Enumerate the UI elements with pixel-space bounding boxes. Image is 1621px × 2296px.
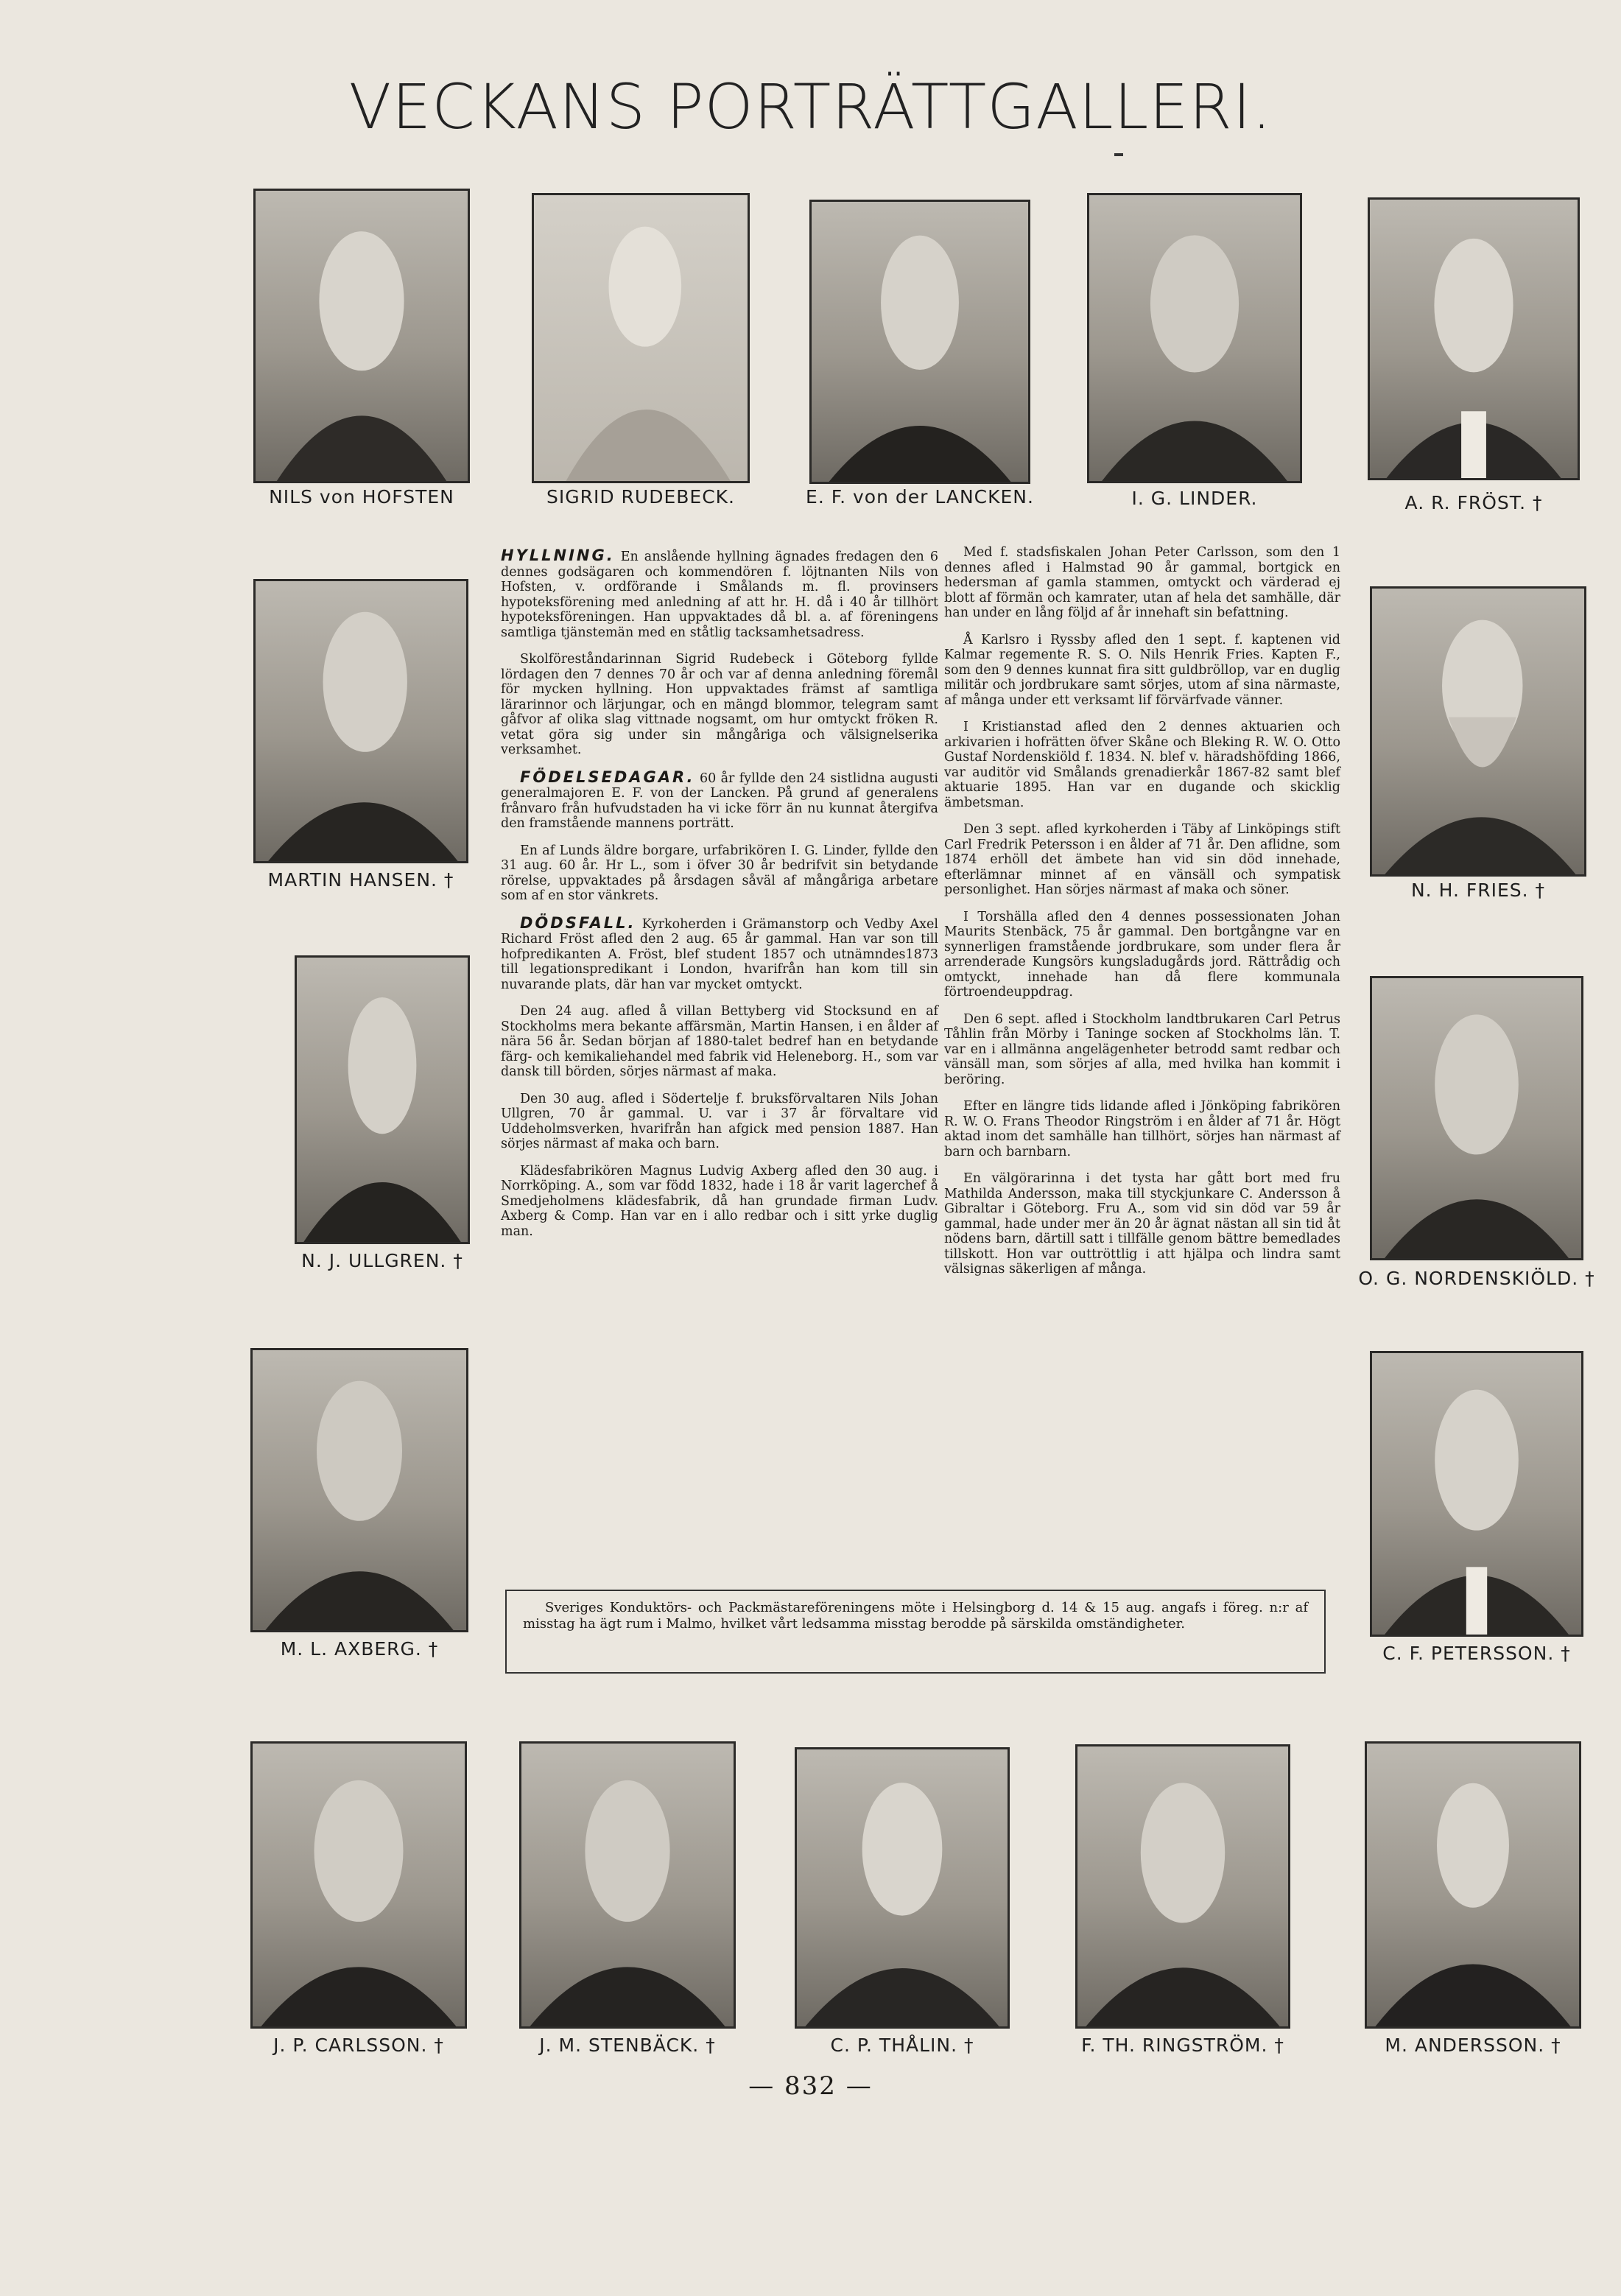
portrait-woman-icon (532, 193, 750, 483)
portrait-man-icon (1370, 976, 1583, 1260)
portrait-hofsten (253, 189, 470, 508)
portrait-hansen (253, 579, 468, 891)
portrait-rudebeck (532, 193, 750, 508)
portrait-caption: J. P. CARLSSON. † (273, 2035, 444, 2056)
portrait-caption: M. L. AXBERG. † (280, 1638, 439, 1660)
portrait-man-icon (253, 579, 468, 863)
portrait-man-icon (253, 189, 470, 483)
portrait-man-icon (795, 1747, 1010, 2029)
portrait-caption: J. M. STENBÄCK. † (539, 2035, 716, 2056)
portrait-axberg (250, 1348, 468, 1660)
section-heading: DÖDSFALL. (520, 913, 636, 932)
paragraph-text: Skolföreståndarinnan Sigrid Rudebeck i Göteborg fyllde lördagen den 7 dennes 70 år och var af denna anledning föremål för mycken hyllning. Hon uppvaktades främst af samtliga lärarinnor och lärjungar, och en mängd blommor, telegram samt gåfvor af olika slag vittnade nogsamt, om hur omtyckt fröken R. vetat göra sig under sin mångåriga och välsignelserika verksamhet. (501, 652, 938, 757)
portrait-man-icon (519, 1741, 736, 2029)
portrait-man-icon (809, 200, 1030, 484)
portrait-man-icon (250, 1348, 468, 1632)
paragraph-text: Den 6 sept. afled i Stockholm landtbrukaren Carl Petrus Tåhlin från Mörby i Taninge socken af Stockholms län. T. var en i allmänna angelägenheter betrodd samt redbar och vänsäll man, som sörjes af alla, med hvilka han kommit i beröring. (944, 1011, 1340, 1087)
portrait-caption: A. R. FRÖST. † (1404, 492, 1543, 513)
right-article-column (944, 545, 1340, 1289)
portrait-frost (1368, 197, 1580, 513)
section-heading: HYLLNING. (501, 547, 615, 564)
portrait-stenback (519, 1741, 736, 2056)
portrait-caption: O. G. NORDENSKIÖLD. † (1358, 1268, 1595, 1289)
portrait-caption: MARTIN HANSEN. † (267, 869, 454, 891)
paragraph-text: I Torshälla afled den 4 dennes possessionaten Johan Maurits Stenbäck, 75 år gammal. Den bortgångne var en synnerligen framstående jordbrukare, som under flera år arrenderade Kungsörs kungsladugårds jord. Rättrådig och omtyckt, innehade han då flere kommunala förtroendeuppdrag. (944, 909, 1340, 1000)
portrait-petersson (1370, 1351, 1583, 1664)
portrait-nordenskiold (1358, 976, 1595, 1289)
portrait-woman-icon (1365, 1741, 1581, 2029)
portrait-andersson (1365, 1741, 1581, 2056)
boxed-notice: Sveriges Konduktörs- och Packmästareföreningens möte i Helsingborg d. 14 & 15 aug. angafs i föreg. n:r af misstag ha ägt rum i Malmo, hvilket vårt ledsamma misstag berodde på särskilda omständigheter. (505, 1590, 1326, 1674)
paragraph-text: En af Lunds äldre borgare, urfabrikören I. G. Linder, fyllde den 31 aug. 60 år. Hr L., som i öfver 30 år bedrifvit sin betydande rörelse, uppvaktades på årsdagen såväl af mångåriga arbetare som af en stor vänkrets. (501, 843, 938, 903)
portrait-caption: F. TH. RINGSTRÖM. † (1081, 2035, 1284, 2056)
paragraph-text: Den 24 aug. afled å villan Bettyberg vid Stocksund en af Stockholms mera bekante affärsmän, Martin Hansen, i en ålder af nära 56 år. Sedan början af 1880-talet bedref han en betydande färg- och kemikaliehandel med fabrik vid Heleneborg. H., som var dansk till börden, sörjes närmast af maka. (501, 1004, 938, 1079)
portrait-caption: E. F. von der LANCKEN. (806, 486, 1034, 508)
portrait-caption: NILS von HOFSTEN (269, 486, 454, 508)
portrait-caption: C. P. THÅLIN. † (830, 2035, 974, 2056)
portrait-fries (1370, 586, 1586, 901)
portrait-ringstrom (1075, 1744, 1290, 2056)
paragraph-text: 60 år fyllde den 24 sistlidna augusti generalmajoren E. F. von der Lancken. På grund af generalens frånvaro från hufvudstaden ha vi icke förr än nu kunnat återgifva den framstående mannens porträtt. (501, 770, 938, 831)
portrait-ullgren (295, 955, 470, 1271)
portrait-man-icon (1087, 193, 1302, 483)
portrait-man-icon (1368, 197, 1580, 480)
hyllning-paragraph (501, 548, 938, 640)
portrait-caption: N. H. FRIES. † (1410, 880, 1546, 901)
page-number: — 832 — (748, 2071, 873, 2101)
paragraph-text: En välgörarinna i det tysta har gått bort med fru Mathilda Andersson, maka till styckjunkare C. Andersson å Gibraltar i Göteborg. Fru A., som vid sin död var 59 år gammal, hade under mer än 20 år ägnat nästan all sin tid åt nödens barn, därtill satt i tillfälle genom bättre bemedlades tillskott. Hon var outtröttlig i att hjälpa och lindra samt välsignas säkerligen af många. (944, 1171, 1340, 1277)
paragraph-text: Den 30 aug. afled i Södertelje f. bruksförvaltaren Nils Johan Ullgren, 70 år gammal. U. var i 37 år förvaltare vid Uddeholmsverken, hvarifrån han afgick med pension 1887. Han sörjes närmast af maka och barn. (501, 1091, 938, 1151)
paragraph-text: Den 3 sept. afled kyrkoherden i Täby af Linköpings stift Carl Fredrik Petersson i en ålder af 71 år. Den aflidne, som 1874 erhöll det ämbete han vid sin död innehade, efterlämnar minnet af en vänsäll och sympatisk personlighet. Han sörjes närmast af maka och söner. (944, 822, 1340, 897)
portrait-linder (1087, 193, 1302, 509)
paragraph-text: En anslående hyllning ägnades fredagen den 6 dennes godsägaren och kommendören f. löjtnanten Nils von Hofsten, v. ordförande i Smålands m. fl. provinsers hypoteksförening med anledning af att hr. H. då i 40 år tillhört hypoteksföreningen. Han uppvaktades då bl. a. af föreningens samtliga tjänstemän med en ståtlig tacksamhetsadress. (501, 550, 938, 640)
paragraph-text: Kyrkoherden i Grämanstorp och Vedby Axel Richard Fröst afled den 2 aug. 65 år gammal. Han var son till hofpredikanten A. Fröst, blef student 1857 och utnämndes1873 till legationspredikant i London, hvarifrån han kom till sin nuvarande plats, där han var mycket omtyckt. (501, 916, 938, 992)
portrait-caption: N. J. ULLGREN. † (301, 1250, 463, 1271)
portrait-man-icon (1370, 1351, 1583, 1637)
portrait-man-icon (1370, 586, 1586, 877)
dodsfall-paragraph (501, 913, 938, 993)
paragraph-text: Klädesfabrikören Magnus Ludvig Axberg afled den 30 aug. i Norrköping. A., som var född 1832, hade i 18 år varit lagerchef å Smedjeholmens klädesfabrik, då han grundade firman Ludv. Axberg & Comp. Han var en i allo redbar och i sitt yrke duglig man. (501, 1163, 938, 1239)
section-heading: FÖDELSEDAGAR. (520, 768, 695, 786)
portrait-man-icon (250, 1741, 467, 2029)
paragraph-text: I Kristianstad afled den 2 dennes aktuarien och arkivarien i hofrätten öfver Skåne och Bleking R. W. O. Otto Gustaf Nordenskiöld f. 1834. N. blef v. häradshöfding 1866, var auditör vid Smålands grenadierkår 1867-82 samt blef aktuarie 1895. Han var en dugande och skicklig ämbetsman. (944, 720, 1340, 810)
portrait-man-icon (295, 955, 470, 1244)
portrait-caption: I. G. LINDER. (1131, 488, 1258, 509)
portrait-thalin (795, 1747, 1010, 2056)
fodelsedagar-paragraph (501, 770, 938, 832)
portrait-man-icon (1075, 1744, 1290, 2029)
page-title: VECKANS PORTRÄTTGALLERI. (348, 71, 1273, 143)
paragraph-text: Med f. stadsfiskalen Johan Peter Carlsson, som den 1 dennes afled i Halmstad 90 år gammal, bortgick en hedersman af gamla stammen, omtyckt och värderad ej blott af förmän och kamrater, utan af hela det samhälle, där han under en lång följd af år innehaft sin befattning. (944, 545, 1340, 620)
portrait-caption: SIGRID RUDEBECK. (546, 486, 735, 508)
portrait-lancken (806, 200, 1034, 508)
decorative-dash (1114, 153, 1123, 156)
portrait-caption: M. ANDERSSON. † (1385, 2035, 1561, 2056)
portrait-carlsson (250, 1741, 467, 2056)
paragraph-text: Efter en längre tids lidande afled i Jönköping fabrikören R. W. O. Frans Theodor Ringström i en ålder af 71 år. Högt aktad inom det samhälle han tillhört, sörjes han närmast af barn och barnbarn. (944, 1099, 1340, 1159)
left-article-column (501, 548, 938, 1251)
portrait-caption: C. F. PETERSSON. † (1382, 1643, 1571, 1664)
paragraph-text: Å Karlsro i Ryssby afled den 1 sept. f. kaptenen vid Kalmar regemente R. S. O. Nils Henrik Fries. Kapten F., som den 9 dennes kunnat fira sitt guldbröllop, var en duglig militär och jordbrukare samt sörjes, utom af sina närmaste, af många under ett verksamt lif förvärfvade vänner. (944, 632, 1340, 708)
